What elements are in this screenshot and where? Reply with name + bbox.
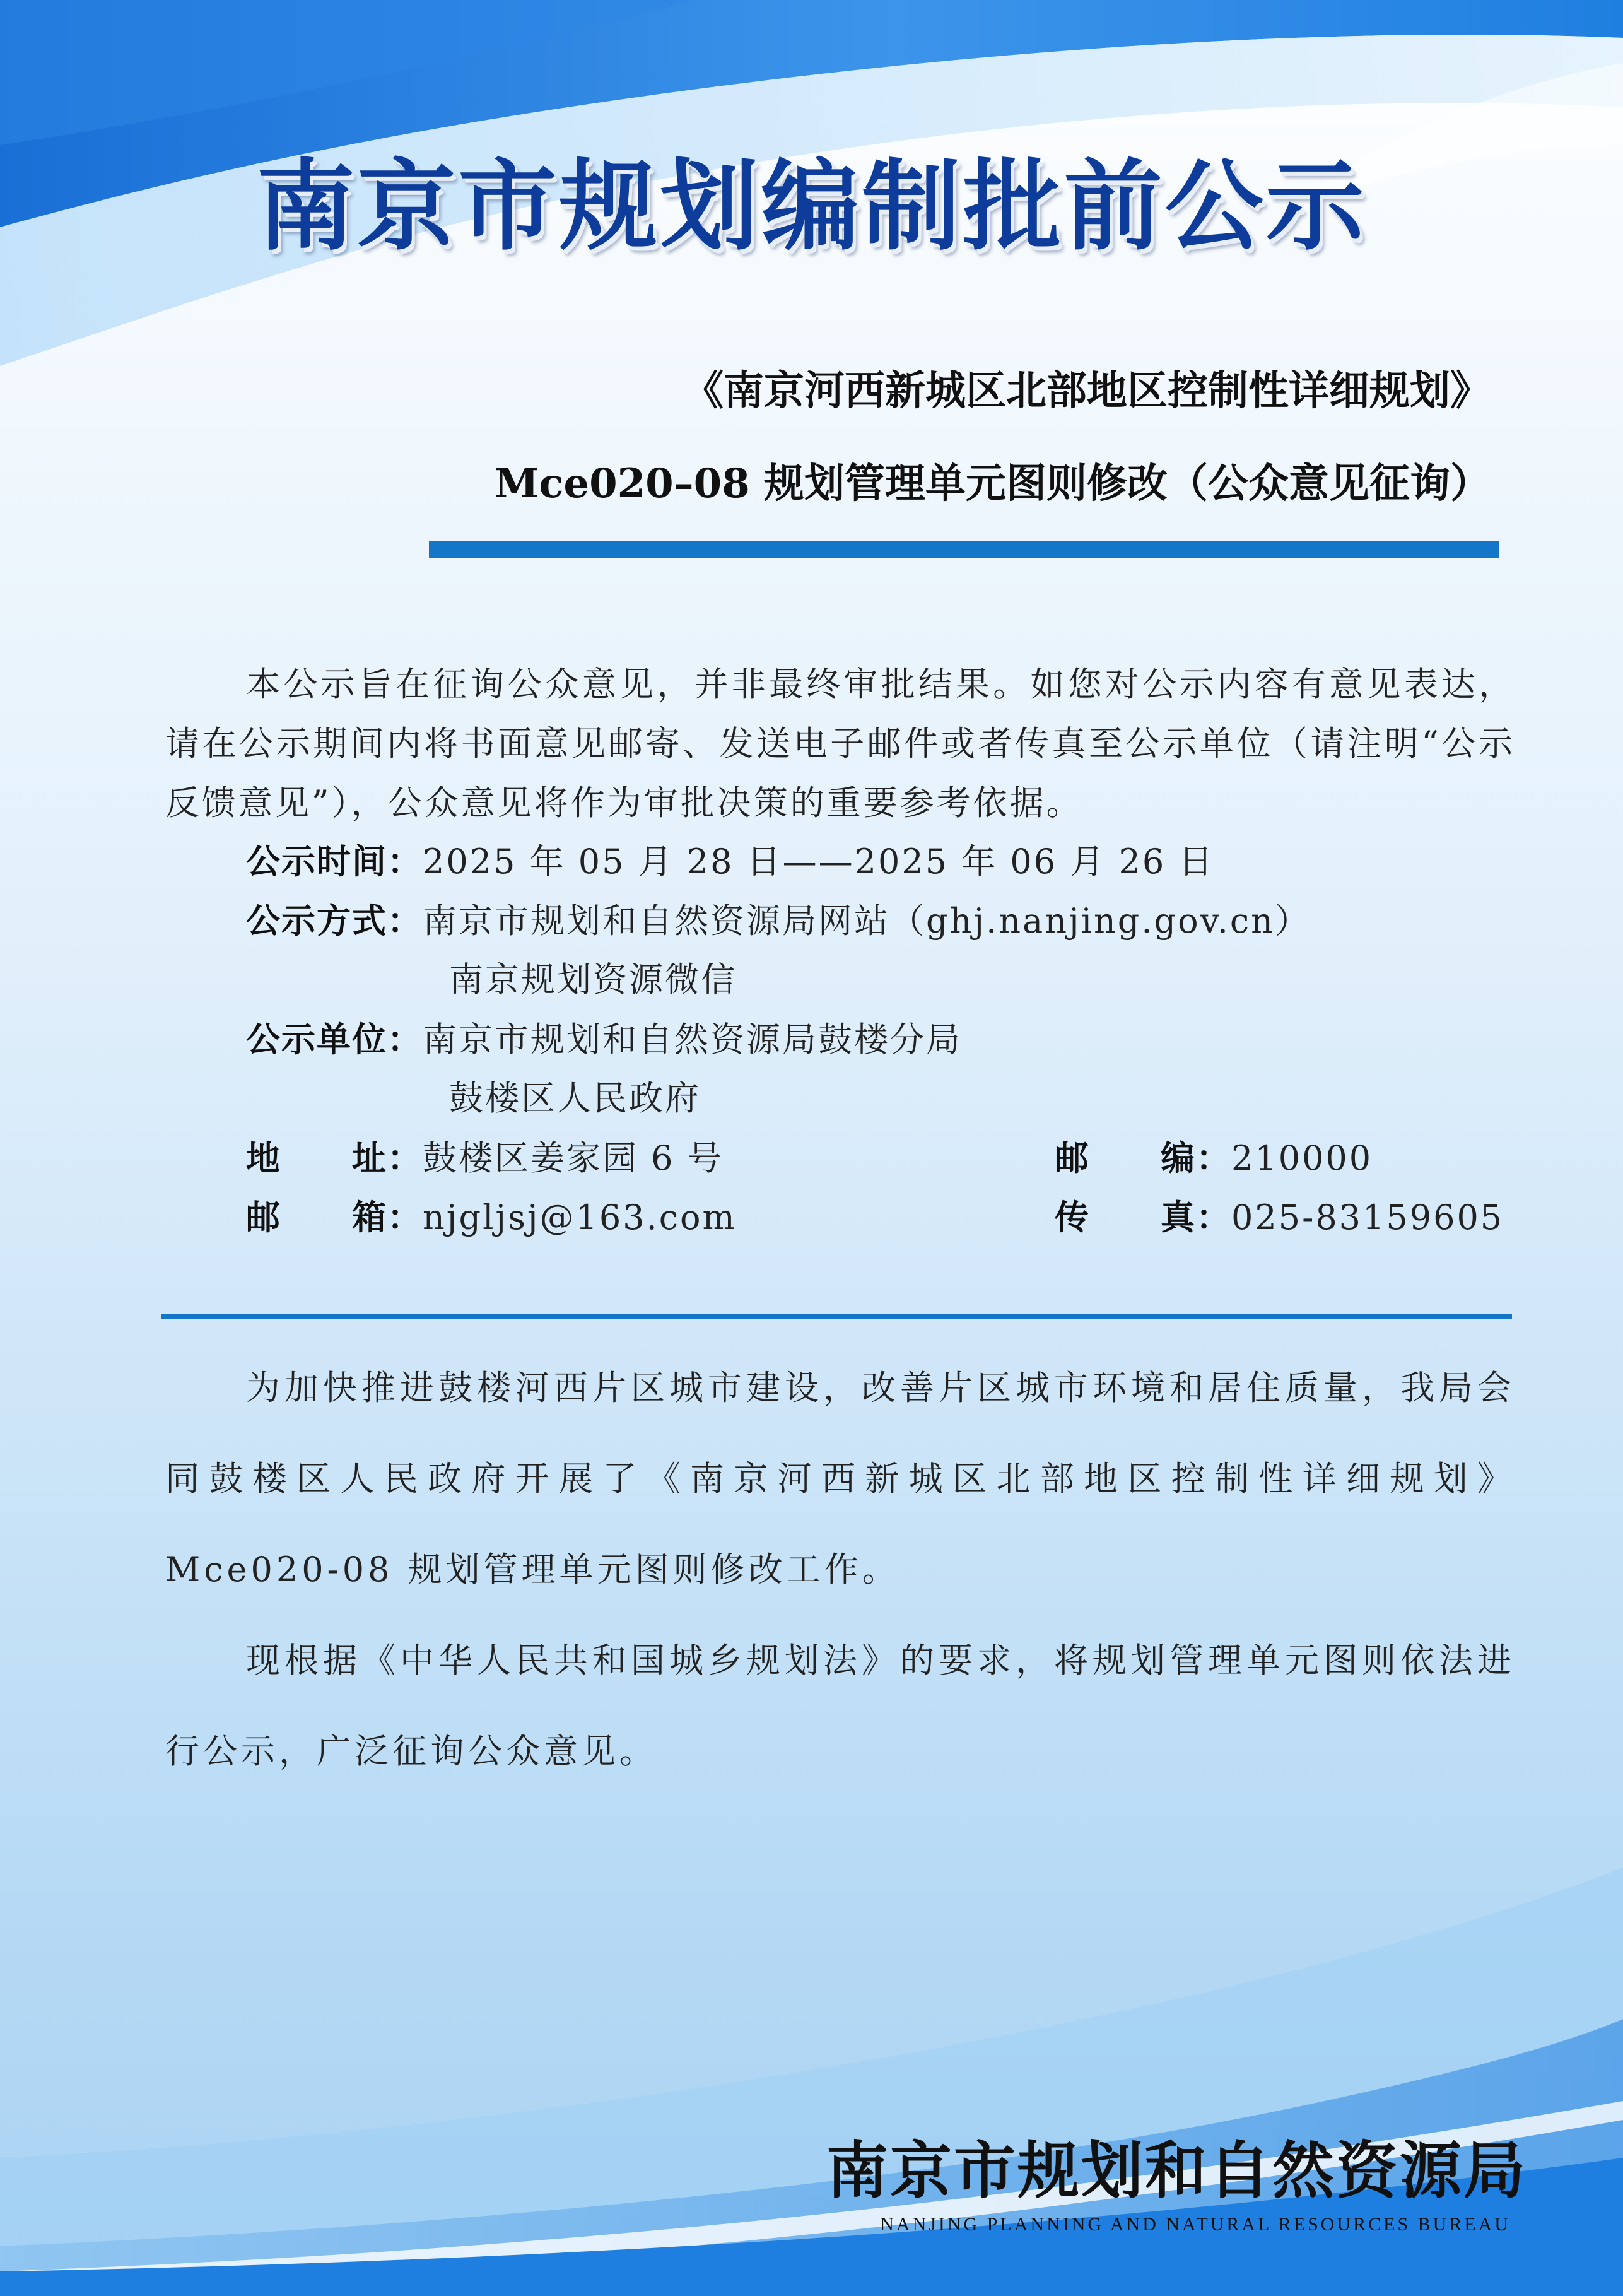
email-row — [246, 1187, 737, 1247]
time-value: 2025 年 05 月 28 日——2025 年 06 月 26 日 — [423, 842, 1215, 881]
email-value: njgljsj@163.com — [423, 1198, 737, 1237]
unit-row-2 — [449, 1069, 701, 1128]
address-label: 地 址： — [246, 1138, 423, 1178]
page-title: 南京市规划编制批前公示 — [256, 148, 1367, 264]
fax-row — [1055, 1187, 1504, 1247]
footer-org-name-en: NANJING PLANNING AND NATURAL RESOURCES BUREAU — [880, 2214, 1511, 2235]
fax-label: 传 真： — [1055, 1197, 1231, 1237]
time-label: 公示时间： — [246, 841, 423, 881]
intro-paragraph: 本公示旨在征询公众意见，并非最终审批结果。如您对公示内容有意见表达，请在公示期间内将书面意见邮寄、发送电子邮件或者传真至公示单位（请注明“公示反馈意见”），公众意见将作为审批决策的重要参考依据。 — [165, 664, 1515, 823]
plan-name: 《南京河西新城区北部地区控制性详细规划》 — [683, 367, 1491, 415]
method-label: 公示方式： — [246, 900, 423, 941]
unit-value-government: 鼓楼区人民政府 — [449, 1078, 701, 1118]
postcode-row — [1055, 1128, 1373, 1188]
footer-org-name: 南京市规划和自然资源局 — [826, 2134, 1527, 2207]
time-row — [246, 832, 1214, 892]
address-row — [246, 1128, 724, 1188]
postcode-label: 邮 编： — [1055, 1138, 1231, 1178]
postcode-value: 210000 — [1231, 1138, 1373, 1178]
title-underline-bar — [429, 541, 1499, 558]
address-value: 鼓楼区姜家园 6 号 — [423, 1138, 724, 1178]
unit-row — [246, 1010, 962, 1069]
plan-unit-title: Mce020–08 规划管理单元图则修改（公众意见征询） — [494, 460, 1491, 507]
unit-value-bureau: 南京市规划和自然资源局鼓楼分局 — [423, 1020, 962, 1059]
unit-label: 公示单位： — [246, 1019, 423, 1059]
method-row — [246, 891, 1311, 951]
fax-value: 025-83159605 — [1231, 1198, 1504, 1237]
section-divider — [161, 1314, 1512, 1319]
method-value-wechat: 南京规划资源微信 — [449, 960, 737, 999]
body-paragraph-1: 为加快推进鼓楼河西片区城市建设，改善片区城市环境和居住质量，我局会同鼓楼区人民政府开展了《南京河西新城区北部地区控制性详细规划》Mce020-08 规划管理单元图则修改工作。 — [165, 1368, 1515, 1589]
method-row-2 — [449, 950, 737, 1010]
body-paragraph-2: 现根据《中华人民共和国城乡规划法》的要求，将规划管理单元图则依法进行公示，广泛征询公众意见。 — [165, 1640, 1515, 1771]
method-value-website: 南京市规划和自然资源局网站（ghj.nanjing.gov.cn） — [423, 901, 1311, 941]
email-label: 邮 箱： — [246, 1197, 423, 1237]
